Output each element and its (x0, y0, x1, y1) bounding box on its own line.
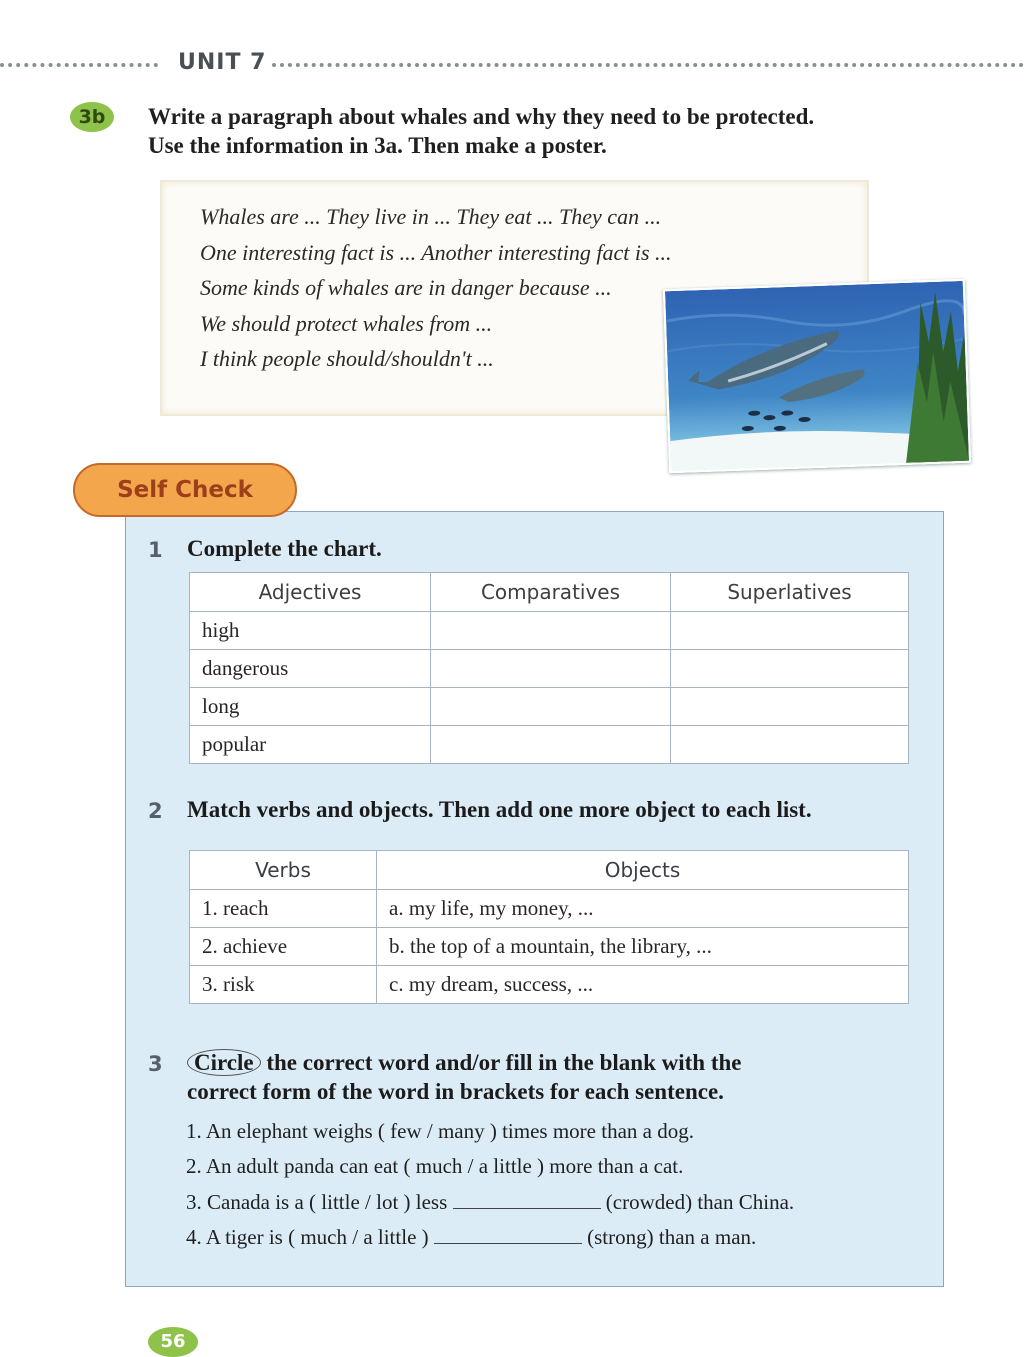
whale-photo (663, 279, 971, 473)
table-cell: c. my dream, success, ... (377, 966, 909, 1004)
circle-word: Circle (187, 1049, 261, 1076)
exercise-sentence (186, 1188, 794, 1215)
sentence-end: (strong) than a man. (587, 1225, 757, 1249)
prompt-line: Some kinds of whales are in danger because ... (200, 275, 612, 300)
table-cell: 3. risk (190, 966, 377, 1004)
table-cell: b. the top of a mountain, the library, ... (377, 928, 909, 966)
table-cell: popular (190, 726, 431, 764)
fill-in-blank[interactable] (434, 1223, 582, 1244)
question-number: 2 (148, 799, 163, 823)
question-title: Match verbs and objects. Then add one more object to each list. (187, 797, 812, 822)
task-instruction-line1: Write a paragraph about whales and why they need to be protected. (148, 104, 815, 129)
sentence-end: (crowded) than China. (605, 1190, 795, 1214)
question-number: 3 (148, 1052, 163, 1076)
exercise-sentence: 2. An adult panda can eat ( much / a little ) more than a cat. (186, 1154, 684, 1178)
exercise-sentence: 1. An elephant weighs ( few / many ) times more than a dog. (186, 1119, 694, 1143)
answer-cell[interactable] (671, 612, 909, 650)
table-cell: 1. reach (190, 890, 377, 928)
prompt-line: I think people should/shouldn't ... (200, 346, 494, 371)
fill-in-blank[interactable] (453, 1188, 601, 1209)
answer-cell[interactable] (431, 612, 671, 650)
page-number: 56 (148, 1327, 198, 1357)
table-header: Adjectives (190, 573, 431, 612)
question-title-rest: the correct word and/or fill in the blank with the (266, 1050, 742, 1075)
header-dots-right (272, 63, 1024, 67)
question-number: 1 (148, 538, 163, 562)
prompt-line: Whales are ... They live in ... They eat ... They can ... (200, 204, 662, 229)
table-cell: dangerous (190, 650, 431, 688)
table-header: Objects (377, 851, 909, 890)
task-badge-3b: 3b (70, 102, 114, 132)
table-cell: a. my life, my money, ... (377, 890, 909, 928)
prompt-line: One interesting fact is ... Another interesting fact is ... (200, 240, 672, 265)
verbs-objects-table (189, 850, 909, 1004)
answer-cell[interactable] (431, 726, 671, 764)
prompt-line: We should protect whales from ... (200, 311, 493, 336)
question-title (187, 1050, 741, 1076)
table-header: Comparatives (431, 573, 671, 612)
answer-cell[interactable] (431, 688, 671, 726)
answer-cell[interactable] (671, 650, 909, 688)
table-cell: 2. achieve (190, 928, 377, 966)
question-title-line2: correct form of the word in brackets for each sentence. (187, 1079, 724, 1104)
answer-cell[interactable] (671, 726, 909, 764)
answer-cell[interactable] (431, 650, 671, 688)
header-dots-left (0, 63, 158, 67)
table-header: Superlatives (671, 573, 909, 612)
sentence-start: 4. A tiger is ( much / a little ) (186, 1225, 429, 1249)
table-cell: long (190, 688, 431, 726)
comparatives-chart (189, 572, 909, 764)
unit-title: UNIT 7 (178, 50, 267, 75)
sentence-start: 3. Canada is a ( little / lot ) less (186, 1190, 448, 1214)
task-instruction-line2: Use the information in 3a. Then make a poster. (148, 133, 607, 158)
question-title: Complete the chart. (187, 536, 382, 561)
answer-cell[interactable] (671, 688, 909, 726)
exercise-sentence (186, 1223, 756, 1250)
table-cell: high (190, 612, 431, 650)
self-check-badge: Self Check (73, 463, 297, 517)
table-header: Verbs (190, 851, 377, 890)
